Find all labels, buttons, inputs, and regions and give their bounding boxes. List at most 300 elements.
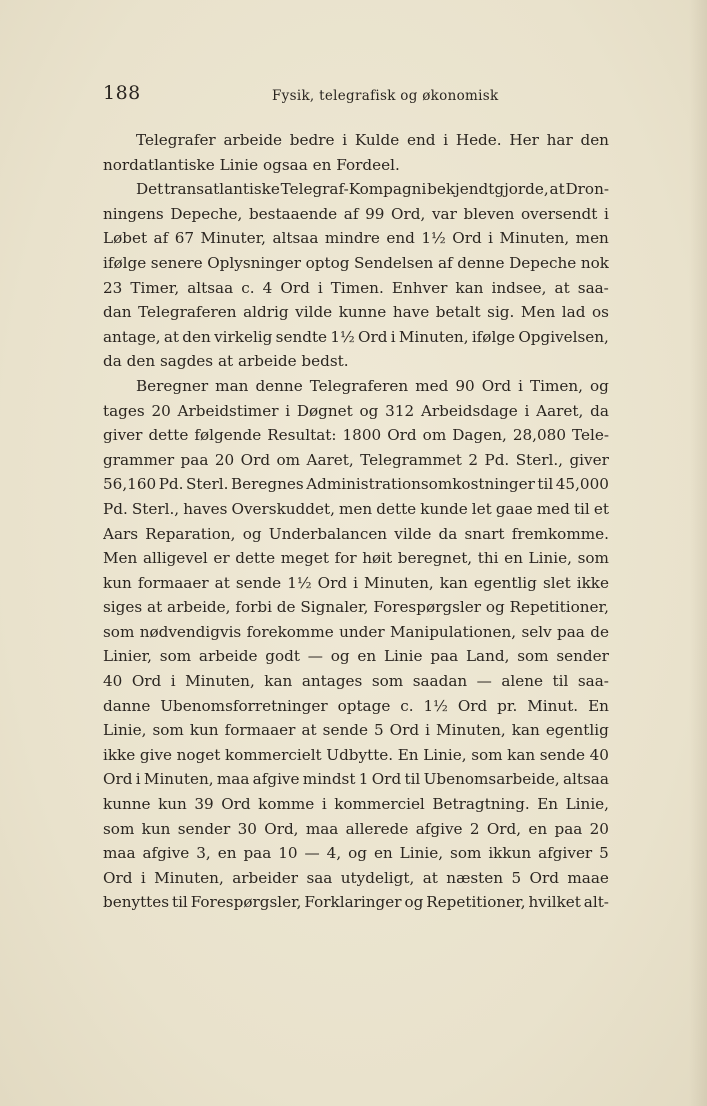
word: Ord <box>221 795 251 814</box>
word: under <box>339 622 385 641</box>
word: en <box>312 155 332 174</box>
word: Ord <box>389 721 420 740</box>
text-line <box>103 374 609 399</box>
word: saa- <box>577 672 609 691</box>
text-line <box>103 423 609 448</box>
word: ikkun <box>488 844 532 863</box>
word: Manipulationen, <box>389 622 517 641</box>
word: Linie <box>383 647 423 666</box>
word: bedst. <box>301 352 349 371</box>
word: Minuten, <box>364 573 434 592</box>
word: Døgnet <box>296 401 353 420</box>
word: Dagen, <box>452 426 507 445</box>
text-line <box>103 743 609 768</box>
word: Minut. <box>527 696 579 715</box>
word: 2 <box>469 819 480 838</box>
word: Ord, <box>264 819 299 838</box>
word: meget <box>280 549 329 568</box>
word: til <box>537 475 554 494</box>
word: og <box>404 893 424 912</box>
text-line <box>103 718 609 743</box>
word: thi <box>477 549 499 568</box>
text-line <box>103 522 609 547</box>
word: Opgivelsen, <box>518 327 609 346</box>
word: 99 <box>365 204 385 223</box>
word: end <box>386 229 415 248</box>
body-text <box>103 128 609 915</box>
word: kun <box>189 721 219 740</box>
word: Repetitioner, <box>509 598 609 617</box>
word: i <box>524 401 530 420</box>
word: 28,080 <box>512 426 566 445</box>
word: dette <box>148 426 189 445</box>
word: til <box>171 893 188 912</box>
word: kun <box>141 819 171 838</box>
word: sendte <box>275 327 328 346</box>
word: Repetitioner, <box>426 893 526 912</box>
word: alene <box>501 672 544 691</box>
word: 23 <box>103 278 123 297</box>
text-line <box>103 177 609 202</box>
word: i <box>390 327 396 346</box>
word: til <box>573 499 590 518</box>
word: følgende <box>194 426 262 445</box>
word: dette <box>235 549 276 568</box>
word: Fordeel. <box>336 155 400 174</box>
word: at <box>214 573 230 592</box>
word: de <box>276 598 296 617</box>
word: Reparation, <box>145 524 236 543</box>
word: let <box>471 499 492 518</box>
word: og <box>359 401 379 420</box>
word: ikke <box>576 573 609 592</box>
word: Ord <box>387 426 417 445</box>
word: kommerciel <box>334 795 425 814</box>
word: Resultat: <box>267 426 337 445</box>
word: 90 <box>455 376 475 395</box>
word: formaaer <box>224 721 296 740</box>
word: kan <box>264 672 293 691</box>
word: da <box>438 524 458 543</box>
word: har <box>546 131 573 149</box>
word: tages <box>103 401 145 420</box>
word: kun <box>103 573 132 592</box>
word: sende <box>539 745 586 764</box>
word: kan <box>455 278 484 297</box>
text-line <box>103 571 609 596</box>
word: som <box>159 647 192 666</box>
word: sender <box>177 819 231 838</box>
word: sender <box>556 647 609 666</box>
word: selv <box>521 622 552 641</box>
word: os <box>591 303 609 322</box>
word: dette <box>376 499 417 518</box>
word: Land, <box>465 647 510 666</box>
word: formaaer <box>137 573 209 592</box>
word: kommercielt <box>224 745 322 764</box>
word: Linie <box>219 155 259 174</box>
word: Telegraferen <box>138 303 237 322</box>
word: 312 <box>385 401 415 420</box>
word: Aaret, <box>306 450 354 469</box>
word: Udbytte. <box>326 745 394 764</box>
word: virkelig <box>214 327 273 346</box>
word: da <box>590 401 609 420</box>
text-line <box>103 448 609 473</box>
text-line <box>103 767 609 792</box>
page-number: 188 <box>103 82 141 104</box>
word: høit <box>362 549 393 568</box>
word: 5 <box>511 868 522 887</box>
word: Depeche, <box>170 204 243 223</box>
text-line <box>103 792 609 817</box>
word: Telegrammet <box>360 450 462 469</box>
word: Det <box>136 180 164 199</box>
word: Oplysninger <box>207 253 301 272</box>
word: i <box>317 278 323 297</box>
word: og <box>330 647 350 666</box>
word: siges <box>103 598 143 617</box>
word: i <box>285 401 291 420</box>
word: i <box>342 131 348 149</box>
word: bleven <box>463 204 515 223</box>
word: Her <box>509 131 539 149</box>
word: optage <box>337 696 391 715</box>
word: paa <box>430 647 459 666</box>
word: kan <box>511 721 540 740</box>
word: c. <box>241 278 255 297</box>
text-line <box>103 226 609 251</box>
word: Sterl., <box>131 499 180 518</box>
word: bestaaende <box>248 204 338 223</box>
text-line <box>103 202 609 227</box>
word: i <box>140 868 146 887</box>
word: danne <box>103 696 151 715</box>
word: næsten <box>446 868 504 887</box>
word: Minuten, <box>398 327 469 346</box>
word: dan <box>103 303 132 322</box>
word: Minuter, <box>200 229 266 248</box>
word: paa <box>243 844 272 863</box>
word: 40 <box>589 745 609 764</box>
word: Pd. <box>158 475 184 494</box>
word: nok <box>580 253 609 272</box>
word: optog <box>305 253 350 272</box>
word: mindre <box>324 229 380 248</box>
word: snart <box>464 524 505 543</box>
word: altsaa <box>272 229 319 248</box>
word: en <box>357 647 377 666</box>
word: med <box>536 499 570 518</box>
word: og <box>590 376 609 395</box>
word: Aars <box>103 524 139 543</box>
word: Linie, <box>565 795 609 814</box>
text-line <box>103 497 609 522</box>
word: 40 <box>103 672 123 691</box>
word: Ubenomsforretninger <box>160 696 328 715</box>
word: kun <box>158 795 187 814</box>
word: 20 <box>589 819 609 838</box>
word: bekjendtgjorde, <box>427 180 549 199</box>
word: Ord <box>103 868 133 887</box>
word: En <box>588 696 609 715</box>
text-line <box>103 325 609 350</box>
text-line <box>103 866 609 891</box>
word: maae <box>567 868 609 887</box>
word: 1½ <box>330 327 355 346</box>
word: Hede. <box>455 131 502 149</box>
word: men <box>339 499 373 518</box>
word: Sterl., <box>515 450 563 469</box>
word: egentlig <box>545 721 609 740</box>
word: Ord <box>529 868 559 887</box>
word: nødvendigvis <box>139 622 242 641</box>
word: arbeide <box>237 352 297 371</box>
word: alligevel <box>142 549 208 568</box>
word: antages <box>301 672 363 691</box>
word: vilde <box>394 524 432 543</box>
word: i <box>321 795 327 814</box>
word: giver <box>103 426 143 445</box>
word: Telegrafer <box>136 131 216 149</box>
word: at <box>422 868 438 887</box>
word: 1½ <box>423 696 448 715</box>
word: arbeide <box>223 131 283 149</box>
word: som <box>152 721 184 740</box>
word: som <box>450 844 482 863</box>
word: Underbalancen <box>268 524 388 543</box>
word: c. <box>400 696 414 715</box>
word: de <box>590 622 609 641</box>
word: at <box>549 180 565 199</box>
word: sig. <box>487 303 515 322</box>
word: 2 <box>468 450 479 469</box>
word: Arbeidstimer <box>177 401 279 420</box>
word: Timen, <box>530 376 584 395</box>
word: at <box>554 278 570 297</box>
text-line <box>103 817 609 842</box>
word: 56,160 <box>103 475 157 494</box>
text-line <box>103 276 609 301</box>
word: mindst <box>302 770 356 789</box>
word: end <box>406 131 436 149</box>
word: som <box>103 819 135 838</box>
word: Beregnes <box>230 475 304 494</box>
word: Kulde <box>354 131 400 149</box>
word: men <box>575 229 609 248</box>
text-line <box>103 890 609 915</box>
word: af <box>343 204 359 223</box>
word: afgive <box>142 844 190 863</box>
word: benyttes <box>103 893 170 912</box>
word: aldrig <box>243 303 289 322</box>
word: Løbet <box>103 229 148 248</box>
word: hvilket <box>528 893 581 912</box>
word: i <box>488 229 494 248</box>
word: beregnet, <box>397 549 473 568</box>
word: og <box>242 524 262 543</box>
word: afgive <box>415 819 463 838</box>
word: haves <box>183 499 228 518</box>
word: pr. <box>497 696 518 715</box>
word: Ord <box>317 573 348 592</box>
word: godt <box>265 647 300 666</box>
word: arbeider <box>232 868 299 887</box>
word: Signaler, <box>300 598 369 617</box>
word: 20 <box>151 401 171 420</box>
word: giver <box>569 450 609 469</box>
word: Sterl. <box>186 475 229 494</box>
word: var <box>431 204 457 223</box>
word: Ord <box>358 327 388 346</box>
word: 39 <box>194 795 214 814</box>
word: transatlantiske <box>164 180 280 199</box>
word: Dron- <box>565 180 609 199</box>
text-line <box>103 841 609 866</box>
word: en <box>217 844 237 863</box>
word: af <box>437 253 453 272</box>
word: vilde <box>295 303 333 322</box>
word: Ord <box>371 770 402 789</box>
word: forbi <box>235 598 272 617</box>
word: som <box>103 622 135 641</box>
word: er <box>213 549 230 568</box>
word: saadan <box>412 672 468 691</box>
text-line <box>103 300 609 325</box>
word: ifølge <box>103 253 147 272</box>
word: Beregner <box>136 376 209 395</box>
word: — <box>476 672 492 691</box>
word: allerede <box>345 819 409 838</box>
word: saa- <box>577 278 609 297</box>
word: give <box>139 745 173 764</box>
word: ogsaa <box>263 155 308 174</box>
word: Minuten, <box>185 672 255 691</box>
word: at <box>217 352 234 371</box>
word: betalt <box>435 303 481 322</box>
word: en <box>504 549 523 568</box>
word: nordatlantiske <box>103 155 215 174</box>
word: den <box>182 327 211 346</box>
word: man <box>215 376 249 395</box>
word: i <box>135 770 141 789</box>
word: slet <box>542 573 571 592</box>
word: saa <box>306 868 333 887</box>
word: — <box>304 844 320 863</box>
word: 30 <box>237 819 257 838</box>
word: maa <box>103 844 136 863</box>
word: i <box>443 131 449 149</box>
word: af <box>153 229 169 248</box>
text-line <box>103 349 609 374</box>
word: da <box>103 352 122 371</box>
word: egentlig <box>473 573 537 592</box>
word: i <box>353 573 358 592</box>
word: noget <box>176 745 221 764</box>
word: og <box>485 598 505 617</box>
word: Ord <box>457 696 488 715</box>
word: Betragtning. <box>432 795 530 814</box>
word: alt- <box>583 893 609 912</box>
word: Telegraf-Kompagni <box>280 180 427 199</box>
word: at <box>147 598 163 617</box>
word: om <box>276 450 301 469</box>
word: ikke <box>103 745 136 764</box>
word: Ord <box>240 450 271 469</box>
word: Linie, <box>103 721 147 740</box>
word: Administrationsomkostninger <box>306 475 535 494</box>
word: Pd. <box>484 450 510 469</box>
word: have <box>392 303 430 322</box>
word: 45,000 <box>555 475 609 494</box>
word: indsee, <box>491 278 547 297</box>
word: kan <box>439 573 468 592</box>
word: Men <box>520 303 556 322</box>
word: Timen. <box>330 278 384 297</box>
running-head: Fysik, telegrafisk og økonomisk <box>272 88 499 104</box>
word: afgiver <box>538 844 593 863</box>
word: altsaa <box>562 770 609 789</box>
word: Linie, <box>423 745 467 764</box>
word: med <box>415 376 449 395</box>
word: som <box>371 672 404 691</box>
word: at <box>301 721 317 740</box>
text-line <box>103 153 609 178</box>
word: til <box>552 672 569 691</box>
text-line <box>103 546 609 571</box>
text-line <box>103 399 609 424</box>
word: at <box>163 327 179 346</box>
word: oversendt <box>521 204 598 223</box>
word: Ord <box>452 229 482 248</box>
word: en <box>373 844 393 863</box>
word: afgive <box>252 770 300 789</box>
word: arbeide, <box>167 598 231 617</box>
word: kunde <box>420 499 468 518</box>
word: Sendelsen <box>354 253 434 272</box>
word: Tele- <box>572 426 609 445</box>
word: Enhver <box>391 278 448 297</box>
word: bedre <box>289 131 335 149</box>
word: 5 <box>373 721 384 740</box>
word: Forklaringer <box>304 893 402 912</box>
word: Forespørgsler <box>373 598 481 617</box>
word: paa <box>557 622 585 641</box>
word: til <box>404 770 421 789</box>
word: 4, <box>326 844 342 863</box>
word: Overskuddet, <box>231 499 335 518</box>
word: komme <box>258 795 315 814</box>
word: gaae <box>495 499 533 518</box>
word: — <box>307 647 323 666</box>
word: Ord <box>103 770 133 789</box>
word: sende <box>322 721 368 740</box>
word: Depeche <box>509 253 577 272</box>
word: 5 <box>599 844 609 863</box>
word: paa <box>554 819 583 838</box>
word: 1800 <box>342 426 382 445</box>
word: Minuten, <box>154 868 224 887</box>
word: den <box>126 352 156 371</box>
word: paa <box>180 450 209 469</box>
word: ningens <box>103 204 164 223</box>
word: som <box>577 549 609 568</box>
word: Men <box>103 549 138 568</box>
text-line <box>103 472 609 497</box>
word: i <box>170 672 176 691</box>
word: Ord, <box>391 204 426 223</box>
word: Timer, <box>130 278 180 297</box>
